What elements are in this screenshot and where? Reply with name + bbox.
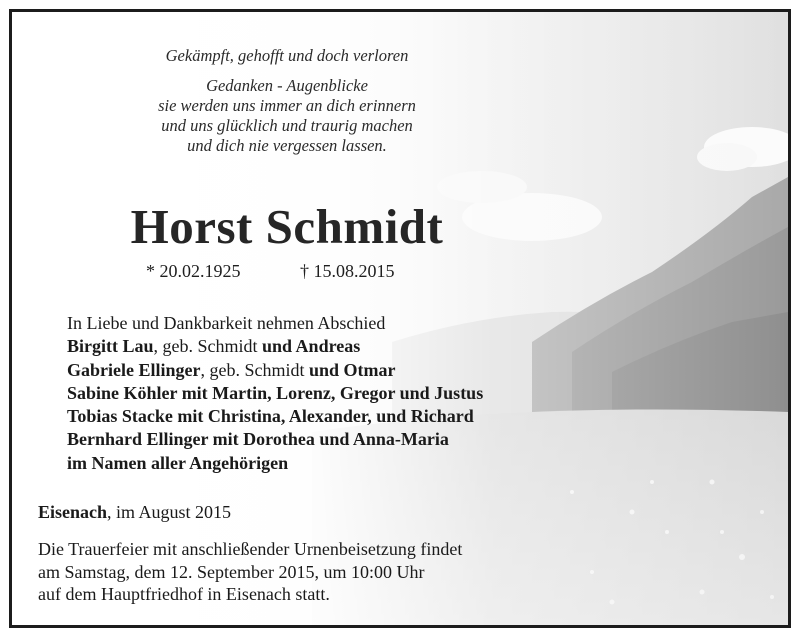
death-date: † 15.08.2015 [300, 261, 395, 281]
mourner-line [67, 452, 627, 475]
mourner-name: Sabine Köhler mit Martin, Lorenz, Gregor und Justus [67, 382, 484, 403]
mourner-line [67, 335, 627, 358]
deceased-name: Horst Schmidt [130, 199, 444, 254]
poem-line: sie werden uns immer an dich erinnern [158, 96, 416, 115]
obituary-frame [9, 9, 791, 628]
service-info [38, 538, 598, 606]
mourner-name: und Andreas [262, 336, 361, 357]
mourner-line [67, 359, 627, 382]
service-line: auf dem Hauptfriedhof in Eisenach statt. [38, 584, 330, 604]
service-line: Die Trauerfeier mit anschließender Urnenbeisetzung findet [38, 539, 463, 559]
mourner-name: Gabriele Ellinger [67, 359, 201, 380]
mourner-note: , geb. Schmidt [153, 336, 263, 357]
place-date-text: , im August 2015 [107, 502, 232, 522]
mourners-closing: im Namen aller Angehörigen [67, 452, 289, 473]
mourner-name: Tobias Stacke mit Christina, Alexander, und Richard [67, 406, 474, 427]
place-date [38, 501, 231, 524]
mourner-name: Birgitt Lau [67, 336, 154, 357]
birth-date: * 20.02.1925 [146, 261, 241, 281]
mourner-line [67, 382, 627, 405]
mourners-intro: In Liebe und Dankbarkeit nehmen Abschied [67, 313, 386, 333]
mourner-line [67, 405, 627, 428]
mourner-line [67, 428, 627, 451]
poem-line: und uns glücklich und traurig machen [161, 116, 413, 135]
poem [82, 46, 492, 156]
mourner-name: Bernhard Ellinger mit Dorothea und Anna-Maria [67, 429, 449, 450]
mourner-note: , geb. Schmidt [200, 359, 309, 380]
mourner-name: und Otmar [308, 359, 396, 380]
poem-line: Gedanken - Augenblicke [206, 76, 368, 95]
mourners-list [67, 312, 627, 475]
service-line: am Samstag, dem 12. September 2015, um 10:00 Uhr [38, 561, 425, 582]
poem-line: und dich nie vergessen lassen. [187, 136, 387, 155]
place-city: Eisenach [38, 502, 108, 522]
poem-line: Gekämpft, gehofft und doch verloren [165, 46, 409, 65]
